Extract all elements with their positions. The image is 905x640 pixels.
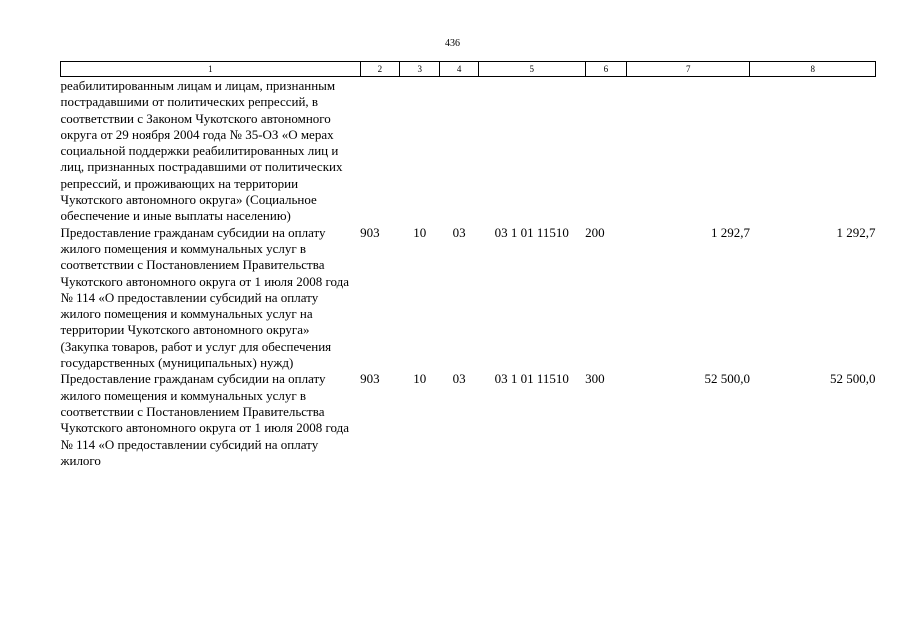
cell-amount-2: 52 500,0 [830,371,876,387]
cell-subsection: 03 [452,371,466,387]
page-number: 436 [445,38,460,49]
header-col-7: 7 [627,62,750,77]
row-description: Предоставление гражданам субсидии на оплату жилого помещения и коммунальных услуг в соответствии с Постановлением Правительства Чукотского автономного округа от 1 июля 2008 года № 114 «О предоставлении субсидий на оплату жилого помещения и коммунальных услуг на территории Чукотского автономного округа» (Закупка товаров, работ и услуг для обеспечения государственных (муниципальных) нужд) [60,224,350,371]
row-description: Предоставление гражданам субсидии на оплату жилого помещения и коммунальных услуг в соответствии с Постановлением Правительства Чукотского автономного округа от 1 июля 2008 года № 114 «О предоставлении субсидий на оплату жилого [60,371,350,468]
budget-table [60,61,876,469]
header-col-6: 6 [585,62,626,77]
header-col-2: 2 [360,62,399,77]
cell-expense-type [585,77,626,225]
cell-target-article [478,77,585,225]
cell-amount-2 [750,77,876,225]
header-col-3: 3 [400,62,440,77]
cell-expense-type: 200 [585,224,605,240]
header-col-1: 1 [61,62,361,77]
cell-admin-code: 903 [360,224,380,240]
cell-subsection: 03 [452,224,466,240]
table-row [61,371,876,469]
header-col-5: 5 [478,62,585,77]
table-row [61,77,876,225]
row-description: реабилитированным лицам и лицам, признанным пострадавшими от политических репрессий, в соответствии с Законом Чукотского автономного округа от 29 ноября 2004 года № 35-ОЗ «О мерах социальной поддержки реабилитированных лиц и лиц, признанных пострадавшими от политических репрессий, и проживающих на территории Чукотского автономного округа» (Социальное обеспечение и иные выплаты населению) [60,78,343,224]
cell-expense-type: 300 [585,371,605,387]
cell-admin-code: 903 [360,371,380,387]
header-col-4: 4 [440,62,478,77]
table-row [61,225,876,372]
cell-section: 10 [413,224,427,240]
cell-target-article: 03 1 01 11510 [494,224,569,240]
cell-amount-1 [627,77,750,225]
cell-subsection [440,77,478,225]
cell-amount-2: 1 292,7 [836,224,876,240]
header-col-8: 8 [750,62,876,77]
cell-admin-code [360,77,399,225]
cell-target-article: 03 1 01 11510 [494,371,569,387]
cell-amount-1: 52 500,0 [704,371,750,387]
cell-section [400,77,440,225]
cell-amount-1: 1 292,7 [710,224,750,240]
header-row [61,62,876,77]
cell-section: 10 [413,371,427,387]
